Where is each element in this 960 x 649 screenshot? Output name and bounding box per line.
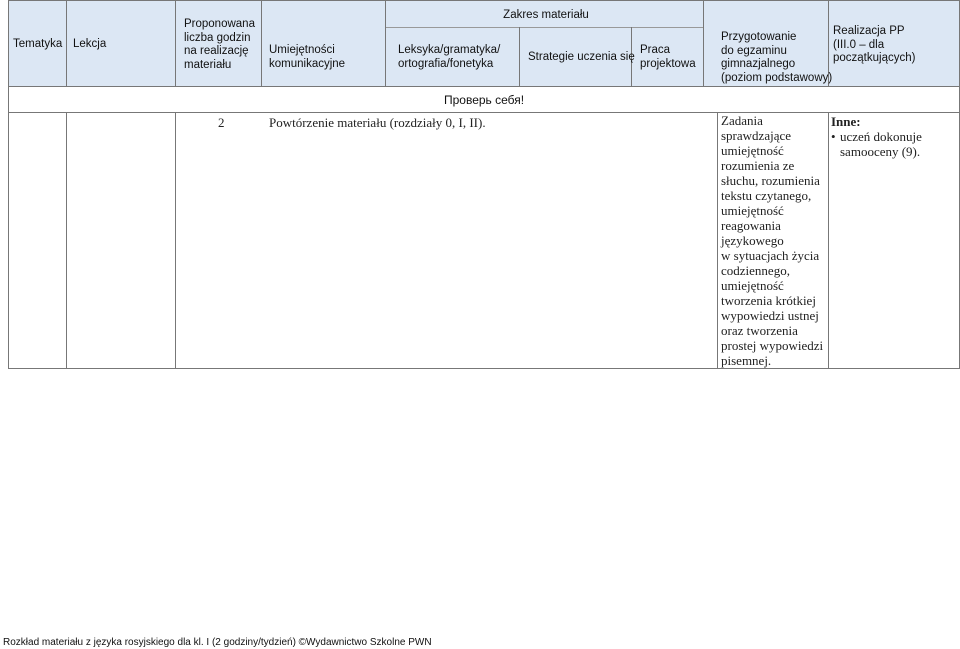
col-line [519, 27, 520, 86]
row-exam-prep: Zadania sprawdzające umiejętność rozumienia ze słuchu, rozumienia tekstu czytanego, umiejętność reagowania językowego w sytuacjach życia codziennego, umiejętność tworzenia krótkiej wypowiedzi ustnej oraz tworzenia prostej wypowiedzi pisemnej. [721, 113, 824, 368]
header-realizacja: Realizacja PP (III.0 – dla początkujących) [833, 25, 916, 64]
col-line [261, 0, 262, 86]
col-line [703, 0, 704, 86]
header-strategie: Strategie uczenia się [528, 51, 635, 63]
header-zakres: Zakres materiału [503, 9, 589, 21]
row-hours: 2 [218, 115, 225, 130]
col-line [385, 0, 386, 86]
col-line [66, 112, 67, 369]
table-border-bottom [8, 368, 960, 369]
row-content: Powtórzenie materiału (rozdziały 0, I, II). [269, 115, 486, 130]
header-divider [8, 86, 960, 87]
col-line [175, 0, 176, 86]
header-tematyka: Tematyka [13, 38, 63, 50]
col-line [8, 0, 9, 369]
col-line [828, 112, 829, 369]
page-footer: Rozkład materiału z języka rosyjskiego dla kl. I (2 godziny/tydzień) ©Wydawnictwo Szkolne PWN [3, 637, 432, 648]
pp-label: Inne: [831, 114, 861, 129]
zakres-divider [385, 27, 703, 28]
table-border-top [8, 0, 960, 1]
col-line [175, 112, 176, 369]
header-leksyka: Leksyka/gramatyka/ ortografia/fonetyka [398, 44, 501, 70]
pp-item: uczeń dokonuje samooceny (9). [840, 129, 922, 159]
section-title: Проверь себя! [444, 93, 525, 107]
header-lekcja: Lekcja [73, 38, 107, 50]
header-umiejetnosci: Umiejętności komunikacyjne [269, 44, 346, 70]
bullet-icon: • [831, 129, 836, 144]
header-przygotowanie: Przygotowanie do egzaminu gimnazjalnego (poziom podstawowy) [721, 31, 833, 84]
header-praca: Praca projektowa [640, 44, 696, 70]
header-liczba-godzin: Proponowana liczba godzin na realizację materiału [184, 18, 255, 71]
col-line [66, 0, 67, 86]
col-line [717, 112, 718, 369]
